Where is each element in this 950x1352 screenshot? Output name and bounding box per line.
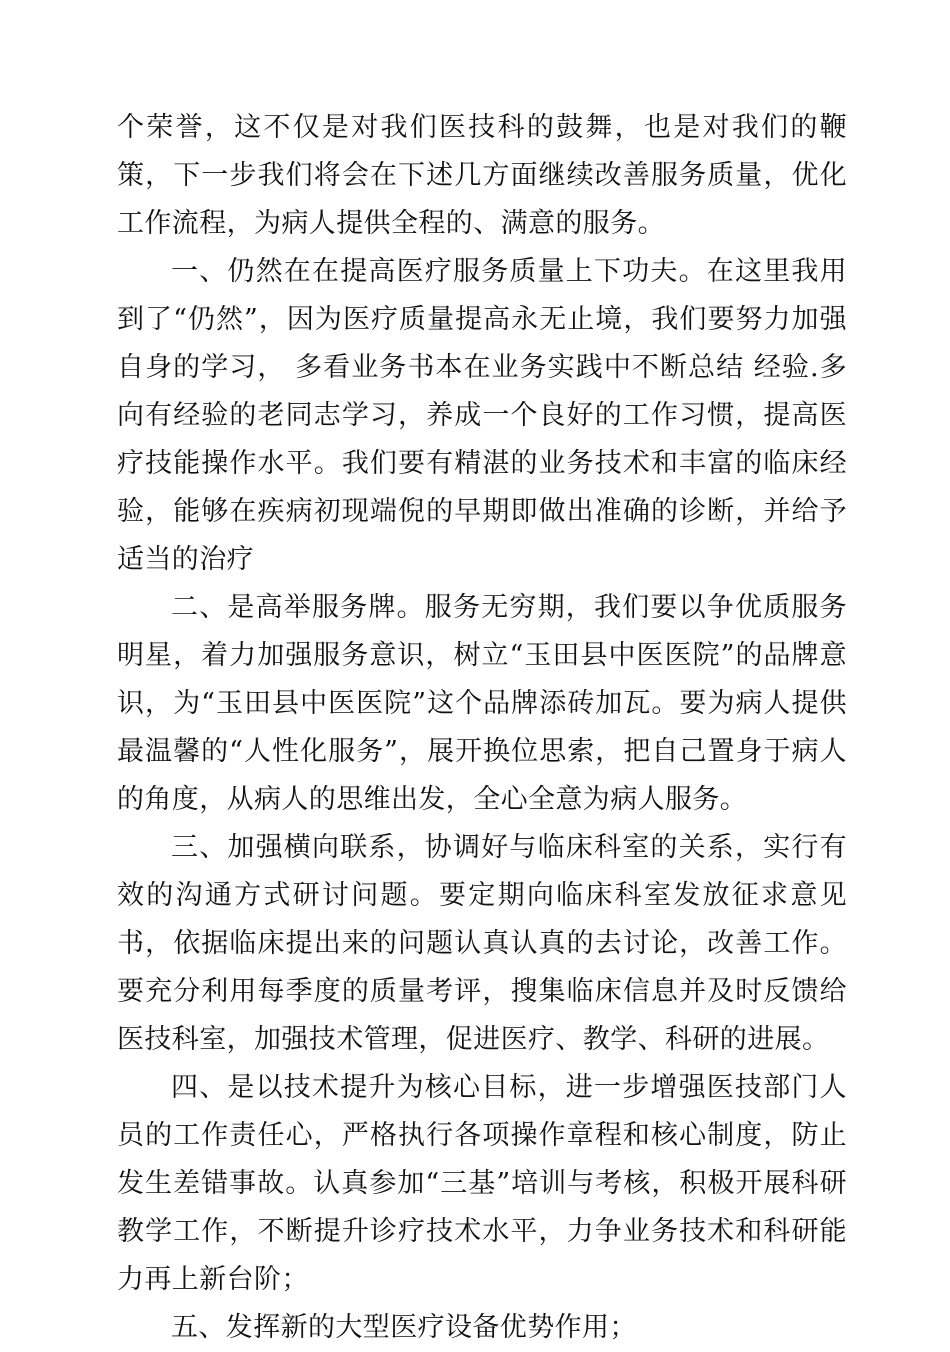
paragraph-point-five: 五、发挥新的大型医疗设备优势作用；	[171, 1312, 637, 1343]
paragraph-point-two: 二、是高举服务牌。服务无穷期，我们要以争优质服务明星，着力加强服务意识，树立“玉田县中医医院”的品牌意识，为“玉田县中医医院”这个品牌添砖加瓦。要为病人提供最温馨的“人性化服务”，展开换位思索，把自己置身于病人的角度，从病人的思维出发，全心全意为病人服务。	[117, 592, 847, 815]
paragraph-point-four: 四、是以技术提升为核心目标，进一步增强医技部门人员的工作责任心，严格执行各项操作章程和核心制度，防止发生差错事故。认真参加“三基”培训与考核，积极开展科研教学工作，不断提升诊疗技术水平，力争业务技术和科研能力再上新台阶；	[117, 1072, 847, 1295]
paragraph-point-one: 一、仍然在在提高医疗服务质量上下功夫。在这里我用到了“仍然”，因为医疗质量提高永无止境，我们要努力加强自身的学习， 多看业务书本在业务实践中不断总结 经验.多向有经验的老同志学习，养成一个良好的工作习惯，提高医疗技能操作水平。我们要有精湛的业务技术和丰富的临床经验，能够在疾病初现端倪的早期即做出准确的诊断，并给予适当的治疗	[117, 256, 847, 575]
document-body	[117, 104, 847, 1352]
paragraph-honor-intro: 个荣誉，这不仅是对我们医技科的鼓舞，也是对我们的鞭策，下一步我们将会在下述几方面继续改善服务质量，优化工作流程，为病人提供全程的、满意的服务。	[117, 112, 847, 239]
paragraph-point-three: 三、加强横向联系，协调好与临床科室的关系，实行有效的沟通方式研讨问题。要定期向临床科室发放征求意见书，依据临床提出来的问题认真认真的去讨论，改善工作。要充分利用每季度的质量考评，搜集临床信息并及时反馈给医技科室，加强技术管理，促进医疗、教学、科研的进展。	[117, 832, 847, 1055]
